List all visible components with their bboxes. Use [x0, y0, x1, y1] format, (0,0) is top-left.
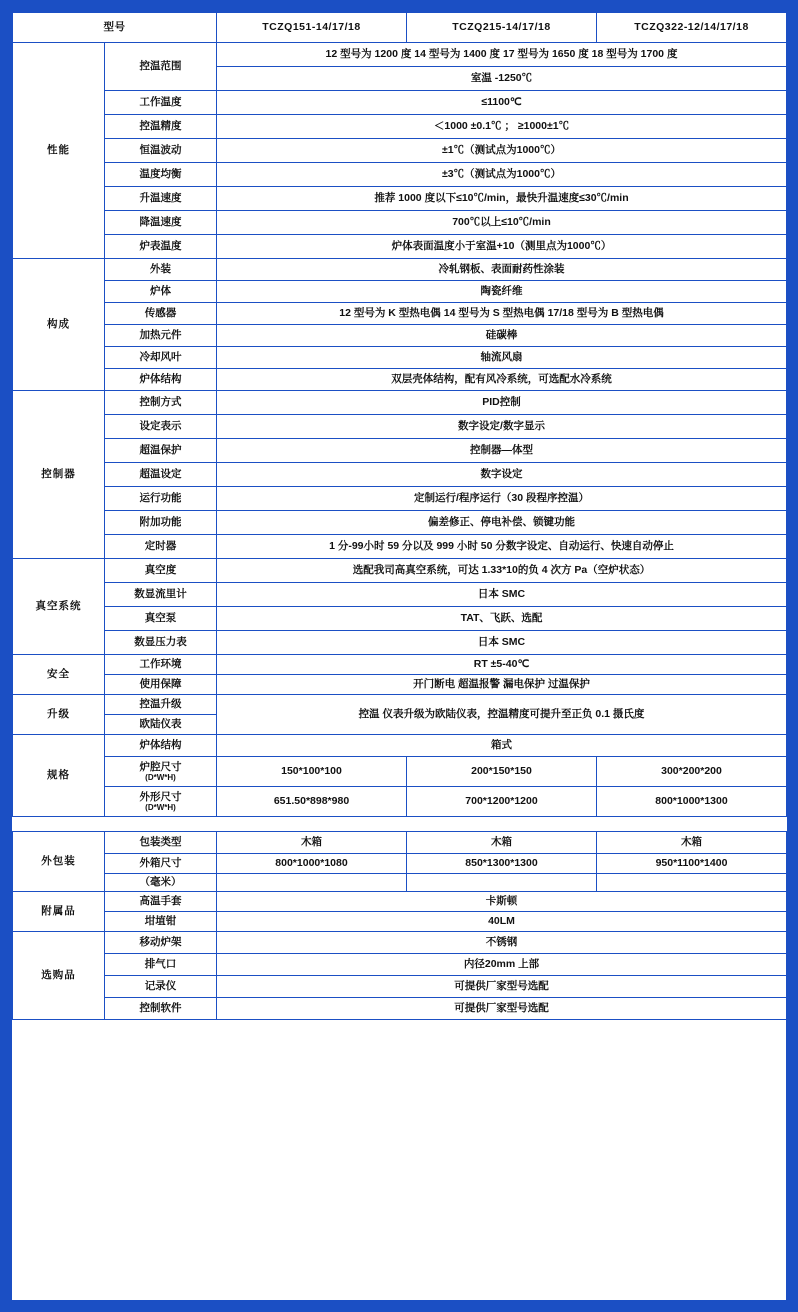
- table-row: [13, 535, 787, 559]
- row-value-vacuum-pump: TAT、飞跃、选配: [217, 607, 787, 631]
- row-value-gloves: 卡斯顿: [217, 892, 787, 912]
- row-value-furnace-rack: 不锈钢: [217, 932, 787, 954]
- table-row: [13, 325, 787, 347]
- row-value-spec-structure: 箱式: [217, 735, 787, 757]
- table-row: [13, 675, 787, 695]
- row-value-run-func: 定制运行/程序运行（30 段程序控温）: [217, 487, 787, 511]
- row-label-surface-temp: 炉表温度: [105, 235, 217, 259]
- row-value-heat-rate: 推荐 1000 度以下≤10℃/min，最快升温速度≤30℃/min: [217, 187, 787, 211]
- table-block-gap: [13, 817, 787, 832]
- row-value-structure: 双层壳体结构，配有风冷系统，可选配水冷系统: [217, 369, 787, 391]
- row-label-structure: 炉体结构: [105, 369, 217, 391]
- row-value-timer: 1 分-99小时 59 分以及 999 小时 50 分数字设定、自动运行、快速自动停止: [217, 535, 787, 559]
- row-value-exhaust: 内径20mm 上部: [217, 954, 787, 976]
- row-label-temp-range: 控温范围: [105, 43, 217, 91]
- row-value-recorder: 可提供厂家型号选配: [217, 976, 787, 998]
- outer-size-label-text: 外形尺寸: [139, 790, 182, 803]
- table-row: [13, 235, 787, 259]
- row-label-extra-func: 附加功能: [105, 511, 217, 535]
- row-value-work-temp: ≤1100℃: [217, 91, 787, 115]
- row-label-vacuum-pump: 真空泵: [105, 607, 217, 631]
- table-row: [13, 43, 787, 67]
- table-row: [13, 583, 787, 607]
- row-value-fan: 轴流风扇: [217, 347, 787, 369]
- row-label-timer: 定时器: [105, 535, 217, 559]
- table-row: [13, 511, 787, 535]
- row-label-shell: 外装: [105, 259, 217, 281]
- table-row: [13, 439, 787, 463]
- row-value-pack-size-unit-2: [407, 874, 597, 892]
- row-value-pack-size-unit-3: [597, 874, 787, 892]
- row-value-temp-accuracy: ＜1000 ±0.1℃ ； ≥1000±1℃: [217, 115, 787, 139]
- table-row: [13, 559, 787, 583]
- row-label-outer-size: [105, 787, 217, 817]
- row-label-heating-element: 加热元件: [105, 325, 217, 347]
- row-label-flow-meter: 数显流里计: [105, 583, 217, 607]
- chamber-size-label-text: 炉腔尺寸: [139, 760, 182, 773]
- row-label-chamber-size: [105, 757, 217, 787]
- row-label-fan: 冷却风叶: [105, 347, 217, 369]
- table-row: [13, 347, 787, 369]
- group-accessories: 附属品: [13, 892, 105, 932]
- row-label-work-env: 工作环境: [105, 655, 217, 675]
- row-value-outer-size-1: 651.50*898*980: [217, 787, 407, 817]
- table-row: [13, 91, 787, 115]
- row-value-tongs: 40LM: [217, 912, 787, 932]
- table-row: [13, 415, 787, 439]
- row-value-work-env: RT ±5-40℃: [217, 655, 787, 675]
- row-value-pressure-gauge: 日本 SMC: [217, 631, 787, 655]
- table-row: [13, 281, 787, 303]
- row-value-safety-guarantee: 开门断电 超温报警 漏电保护 过温保护: [217, 675, 787, 695]
- table-row: [13, 998, 787, 1020]
- header-model-2: TCZQ215-14/17/18: [407, 13, 597, 43]
- row-value-upgrade: 控温 仪表升级为欧陆仪表，控温精度可提升至正负 0.1 摄氏度: [217, 695, 787, 735]
- table-row: [13, 874, 787, 892]
- table-row: [13, 115, 787, 139]
- table-row: [13, 139, 787, 163]
- table-row: [13, 932, 787, 954]
- group-controller: 控制器: [13, 391, 105, 559]
- row-label-temp-accuracy: 控温精度: [105, 115, 217, 139]
- table-row: [13, 695, 787, 715]
- row-value-outer-size-3: 800*1000*1300: [597, 787, 787, 817]
- table-row: [13, 163, 787, 187]
- group-vacuum: 真空系统: [13, 559, 105, 655]
- row-value-outer-size-2: 700*1200*1200: [407, 787, 597, 817]
- row-value-chamber-size-1: 150*100*100: [217, 757, 407, 787]
- row-value-pack-size-3: 950*1100*1400: [597, 854, 787, 874]
- table-row: [13, 211, 787, 235]
- row-value-temp-range-1: 12 型号为 1200 度 14 型号为 1400 度 17 型号为 1650 度 18 型号为 1700 度: [217, 43, 787, 67]
- table-header-row: [13, 13, 787, 43]
- header-model-3: TCZQ322-12/14/17/18: [597, 13, 787, 43]
- row-value-flow-meter: 日本 SMC: [217, 583, 787, 607]
- row-label-safety-guarantee: 使用保障: [105, 675, 217, 695]
- spec-sheet: [12, 12, 786, 1300]
- table-row: [13, 391, 787, 415]
- table-row: [13, 787, 787, 817]
- table-row: [13, 463, 787, 487]
- row-label-furnace-body: 炉体: [105, 281, 217, 303]
- table-row: [13, 369, 787, 391]
- row-label-setting-display: 设定表示: [105, 415, 217, 439]
- row-value-pack-size-2: 850*1300*1300: [407, 854, 597, 874]
- table-row: [13, 912, 787, 932]
- row-value-furnace-body: 陶瓷纤维: [217, 281, 787, 303]
- group-safety: 安全: [13, 655, 105, 695]
- table-row: [13, 607, 787, 631]
- table-row: [13, 954, 787, 976]
- table-row: [13, 655, 787, 675]
- row-value-software: 可提供厂家型号选配: [217, 998, 787, 1020]
- row-label-temp-uniform: 温度均衡: [105, 163, 217, 187]
- row-label-vacuum-degree: 真空度: [105, 559, 217, 583]
- row-label-run-func: 运行功能: [105, 487, 217, 511]
- group-spec: 规格: [13, 735, 105, 817]
- table-row: [13, 735, 787, 757]
- table-row: [13, 487, 787, 511]
- row-label-exhaust: 排气口: [105, 954, 217, 976]
- row-label-software: 控制软件: [105, 998, 217, 1020]
- row-value-temp-fluct: ±1℃（测试点为1000℃）: [217, 139, 787, 163]
- outer-size-label-sub: (D*W*H): [145, 802, 176, 812]
- row-value-over-temp-set: 数字设定: [217, 463, 787, 487]
- row-label-eurotherm: 欧陆仪表: [105, 715, 217, 735]
- row-label-tongs: 坩埴钳: [105, 912, 217, 932]
- table-row: [13, 757, 787, 787]
- row-label-pressure-gauge: 数显压力表: [105, 631, 217, 655]
- header-model-label: 型号: [13, 13, 217, 43]
- group-packing: 外包装: [13, 832, 105, 892]
- row-label-temp-upgrade: 控温升级: [105, 695, 217, 715]
- row-value-chamber-size-3: 300*200*200: [597, 757, 787, 787]
- specification-table: [12, 12, 787, 1020]
- row-value-pack-size-1: 800*1000*1080: [217, 854, 407, 874]
- row-value-control-mode: PID控制: [217, 391, 787, 415]
- group-performance: 性能: [13, 43, 105, 259]
- table-row: [13, 303, 787, 325]
- header-model-1: TCZQ151-14/17/18: [217, 13, 407, 43]
- row-value-temp-range-2: 室温 -1250℃: [217, 67, 787, 91]
- row-label-cool-rate: 降温速度: [105, 211, 217, 235]
- row-value-over-temp-protect: 控制器—体型: [217, 439, 787, 463]
- row-value-pack-type-2: 木箱: [407, 832, 597, 854]
- row-label-recorder: 记录仪: [105, 976, 217, 998]
- chamber-size-label-sub: (D*W*H): [145, 772, 176, 782]
- table-row: [13, 854, 787, 874]
- table-row: [13, 259, 787, 281]
- row-label-furnace-rack: 移动炉架: [105, 932, 217, 954]
- row-label-pack-type: 包装类型: [105, 832, 217, 854]
- row-label-pack-size-unit: （毫米）: [105, 874, 217, 892]
- table-row: [13, 832, 787, 854]
- row-value-sensor: 12 型号为 K 型热电偶 14 型号为 S 型热电偶 17/18 型号为 B 型热电偶: [217, 303, 787, 325]
- table-row: [13, 631, 787, 655]
- row-value-pack-type-1: 木箱: [217, 832, 407, 854]
- table-row: [13, 187, 787, 211]
- row-value-surface-temp: 炉体表面温度小于室温+10（测里点为1000℃）: [217, 235, 787, 259]
- row-value-chamber-size-2: 200*150*150: [407, 757, 597, 787]
- row-label-heat-rate: 升温速度: [105, 187, 217, 211]
- row-value-vacuum-degree: 选配我司高真空系统，可达 1.33*10的负 4 次方 Pa（空炉状态）: [217, 559, 787, 583]
- row-value-heating-element: 硅碳棒: [217, 325, 787, 347]
- row-value-cool-rate: 700℃以上≤10℃/min: [217, 211, 787, 235]
- row-value-extra-func: 偏差修正、停电补偿、锁键功能: [217, 511, 787, 535]
- row-value-shell: 冷轧钢板、表面耐药性涂装: [217, 259, 787, 281]
- row-label-gloves: 高温手套: [105, 892, 217, 912]
- row-label-work-temp: 工作温度: [105, 91, 217, 115]
- row-label-over-temp-set: 超温设定: [105, 463, 217, 487]
- row-label-spec-structure: 炉体结构: [105, 735, 217, 757]
- row-value-pack-size-unit-1: [217, 874, 407, 892]
- row-value-pack-type-3: 木箱: [597, 832, 787, 854]
- row-value-temp-uniform: ±3℃（测试点为1000℃）: [217, 163, 787, 187]
- table-row: [13, 892, 787, 912]
- group-upgrade: 升级: [13, 695, 105, 735]
- row-label-sensor: 传感器: [105, 303, 217, 325]
- table-row: [13, 976, 787, 998]
- row-label-over-temp-protect: 超温保护: [105, 439, 217, 463]
- row-label-temp-fluct: 恒温波动: [105, 139, 217, 163]
- group-composition: 构成: [13, 259, 105, 391]
- row-value-setting-display: 数字设定/数字显示: [217, 415, 787, 439]
- row-label-control-mode: 控制方式: [105, 391, 217, 415]
- row-label-pack-size: 外箱尺寸: [105, 854, 217, 874]
- group-optional: 选购品: [13, 932, 105, 1020]
